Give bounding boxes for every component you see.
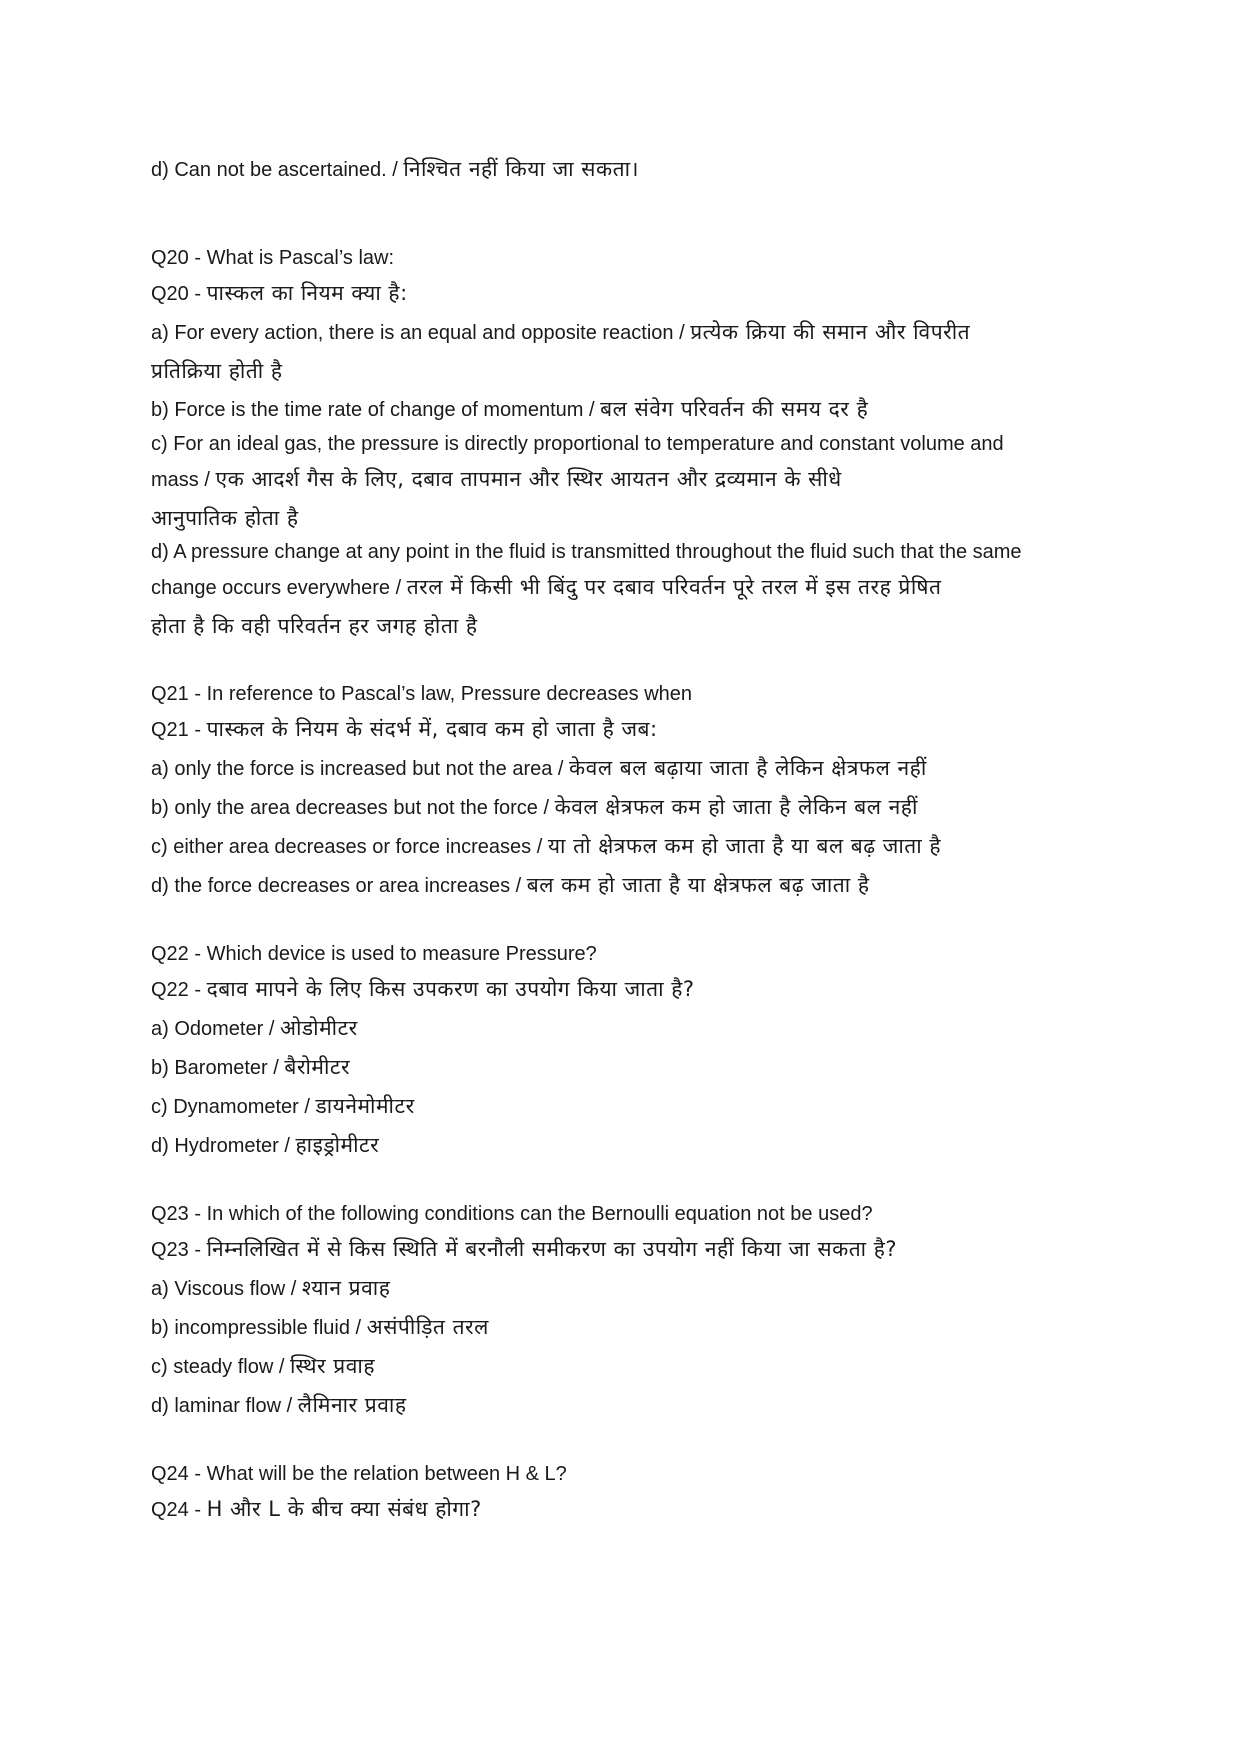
question-q21 [151,679,1111,905]
question-text-hi: Q24 - H और L के बीच क्या संबंध होगा? [151,1497,482,1521]
prev-question-option-d [151,150,1111,189]
document-page [151,150,1111,1529]
question-text-en: Q24 - What will be the relation between H & L? [151,1463,567,1485]
question-text-hi: Q21 - पास्कल के नियम के संदर्भ में, दबाव कम हो जाता है जब: [151,717,658,741]
option-d: d) A pressure change at any point in the fluid is transmitted throughout the fluid such that the same [151,541,1022,563]
question-text-hi: Q22 - दबाव मापने के लिए किस उपकरण का उपयोग किया जाता है? [151,977,695,1001]
option-d-continued: change occurs everywhere / तरल में किसी भी बिंदु पर दबाव परिवर्तन पूरे तरल में इस तरह प्रेषित [151,575,942,599]
option-d: d) the force decreases or area increases / बल कम हो जाता है या क्षेत्रफल बढ़ जाता है [151,873,870,897]
question-text-en: Q21 - In reference to Pascal’s law, Pressure decreases when [151,683,693,705]
option-c-continued-2: आनुपातिक होता है [151,506,299,530]
question-text-hi: Q23 - निम्नलिखित में से किस स्थिति में बरनौली समीकरण का उपयोग नहीं किया जा सकता है? [151,1237,898,1261]
question-text-hi: Q20 - पास्कल का नियम क्या है: [151,281,408,305]
question-q20 [151,243,1111,645]
option-c-continued: mass / एक आदर्श गैस के लिए, दबाव तापमान और स्थिर आयतन और द्रव्यमान के सीधे [151,467,842,491]
option-d-continued-2: होता है कि वही परिवर्तन हर जगह होता है [151,614,478,638]
option-c: c) steady flow / स्थिर प्रवाह [151,1354,376,1378]
option-a-continued: प्रतिक्रिया होती है [151,359,283,383]
option-a: a) For every action, there is an equal and opposite reaction / प्रत्येक क्रिया की समान और विपरीत [151,320,971,344]
question-q22 [151,939,1111,1165]
question-text-en: Q22 - Which device is used to measure Pressure? [151,943,597,965]
question-text-en: Q23 - In which of the following conditions can the Bernoulli equation not be used? [151,1203,873,1225]
question-q23 [151,1199,1111,1425]
option-text-en: d) Can not be ascertained. / [151,159,404,181]
option-b: b) Force is the time rate of change of momentum / बल संवेग परिवर्तन की समय दर है [151,397,869,421]
option-d: d) laminar flow / लैमिनार प्रवाह [151,1393,407,1417]
option-b: b) only the area decreases but not the force / केवल क्षेत्रफल कम हो जाता है लेकिन बल नहीं [151,795,918,819]
option-c: c) Dynamometer / डायनेमोमीटर [151,1094,415,1118]
question-q24 [151,1459,1111,1529]
option-a: a) Odometer / ओडोमीटर [151,1016,358,1040]
option-c: c) For an ideal gas, the pressure is directly proportional to temperature and constant volume and [151,433,1004,455]
option-c: c) either area decreases or force increases / या तो क्षेत्रफल कम हो जाता है या बल बढ़ जाता है [151,834,941,858]
option-d: d) Hydrometer / हाइड्रोमीटर [151,1133,380,1157]
option-text-hi: निश्चित नहीं किया जा सकता। [403,157,639,181]
option-b: b) incompressible fluid / असंपीड़ित तरल [151,1315,489,1339]
question-text-en: Q20 - What is Pascal’s law: [151,247,395,269]
option-a: a) Viscous flow / श्यान प्रवाह [151,1276,391,1300]
option-b: b) Barometer / बैरोमीटर [151,1055,351,1079]
option-a: a) only the force is increased but not the area / केवल बल बढ़ाया जाता है लेकिन क्षेत्रफल नहीं [151,756,927,780]
